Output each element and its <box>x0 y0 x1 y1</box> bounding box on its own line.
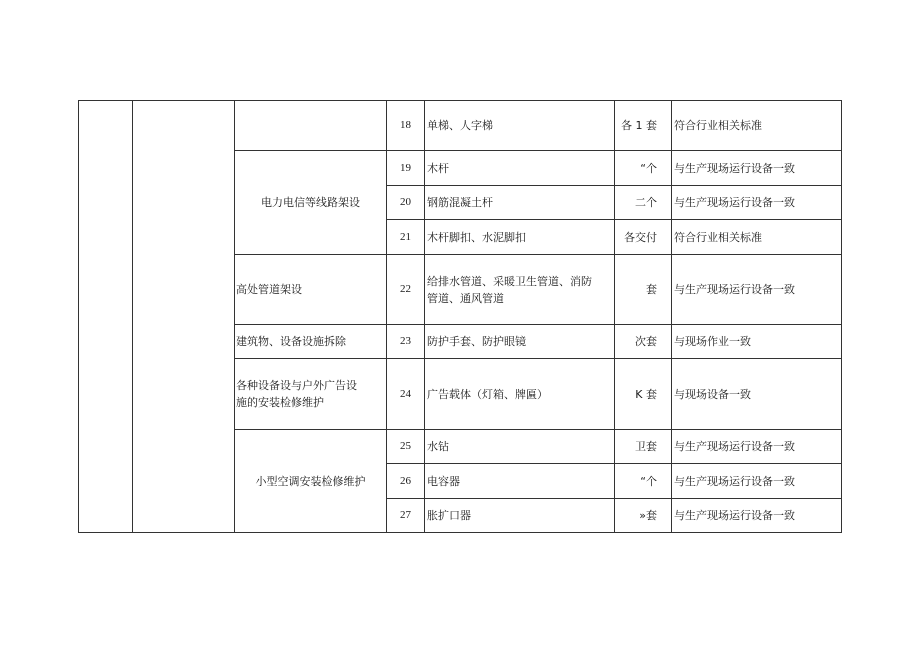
work-item-power-telecom: 电力电信等线路架设 <box>235 151 387 255</box>
work-item-cell <box>235 101 387 151</box>
row-number: 19 <box>387 151 425 186</box>
equipment-name <box>425 255 615 325</box>
equipment-quantity: 套 <box>615 255 672 325</box>
equipment-standard: 符合行业相关标准 <box>672 101 842 151</box>
equipment-standard: 与生产现场运行设备一致 <box>672 464 842 499</box>
equipment-standard: 与生产现场运行设备一致 <box>672 255 842 325</box>
equipment-standard: 与生产现场运行设备一致 <box>672 430 842 464</box>
equipment-name: 水钻 <box>425 430 615 464</box>
equipment-table <box>78 100 842 533</box>
equipment-name: 钢筋混凝土杆 <box>425 186 615 220</box>
equipment-name: 胀扩口器 <box>425 499 615 533</box>
equipment-standard: 符合行业相关标准 <box>672 220 842 255</box>
equipment-name: 木杆 <box>425 151 615 186</box>
row-number: 18 <box>387 101 425 151</box>
row-number: 22 <box>387 255 425 325</box>
work-item-demolition: 建筑物、设备设施拆除 <box>235 325 387 359</box>
equipment-name: 单梯、人字梯 <box>425 101 615 151</box>
equipment-quantity: 各 1 套 <box>615 101 672 151</box>
equipment-standard: 与现场设备一致 <box>672 359 842 430</box>
equipment-quantity: 二个 <box>615 186 672 220</box>
equipment-name: 电容器 <box>425 464 615 499</box>
work-item-line: 施的安装检修维护 <box>236 396 324 409</box>
row-number: 26 <box>387 464 425 499</box>
equipment-quantity: »套 <box>615 499 672 533</box>
equipment-standard: 与生产现场运行设备一致 <box>672 151 842 186</box>
equipment-name: 广告载体（灯箱、牌匾） <box>425 359 615 430</box>
equipment-quantity: 卫套 <box>615 430 672 464</box>
equipment-quantity: 各交付 <box>615 220 672 255</box>
row-number: 20 <box>387 186 425 220</box>
equipment-standard: 与生产现场运行设备一致 <box>672 499 842 533</box>
row-number: 24 <box>387 359 425 430</box>
table-row <box>79 101 842 151</box>
work-item-line: 各种设备设与户外广告设 <box>236 379 357 392</box>
subcategory-cell <box>133 101 235 533</box>
equipment-standard: 与生产现场运行设备一致 <box>672 186 842 220</box>
equipment-quantity: 次套 <box>615 325 672 359</box>
equipment-standard: 与现场作业一致 <box>672 325 842 359</box>
equipment-quantity: “个 <box>615 464 672 499</box>
row-number: 25 <box>387 430 425 464</box>
row-number: 23 <box>387 325 425 359</box>
equipment-name-line: 给排水管道、采暖卫生管道、消防 <box>427 274 592 288</box>
work-item-ad <box>235 359 387 430</box>
equipment-name: 木杆脚扣、水泥脚扣 <box>425 220 615 255</box>
row-number: 21 <box>387 220 425 255</box>
equipment-name: 防护手套、防护眼镜 <box>425 325 615 359</box>
work-item-high-pipe: 高处管道架设 <box>235 255 387 325</box>
equipment-quantity: “个 <box>615 151 672 186</box>
row-number: 27 <box>387 499 425 533</box>
work-item-ac: 小型空调安装检修维护 <box>235 430 387 533</box>
equipment-quantity: K 套 <box>615 359 672 430</box>
equipment-name-line: 管道、通风管道 <box>427 291 504 305</box>
category-cell <box>79 101 133 533</box>
